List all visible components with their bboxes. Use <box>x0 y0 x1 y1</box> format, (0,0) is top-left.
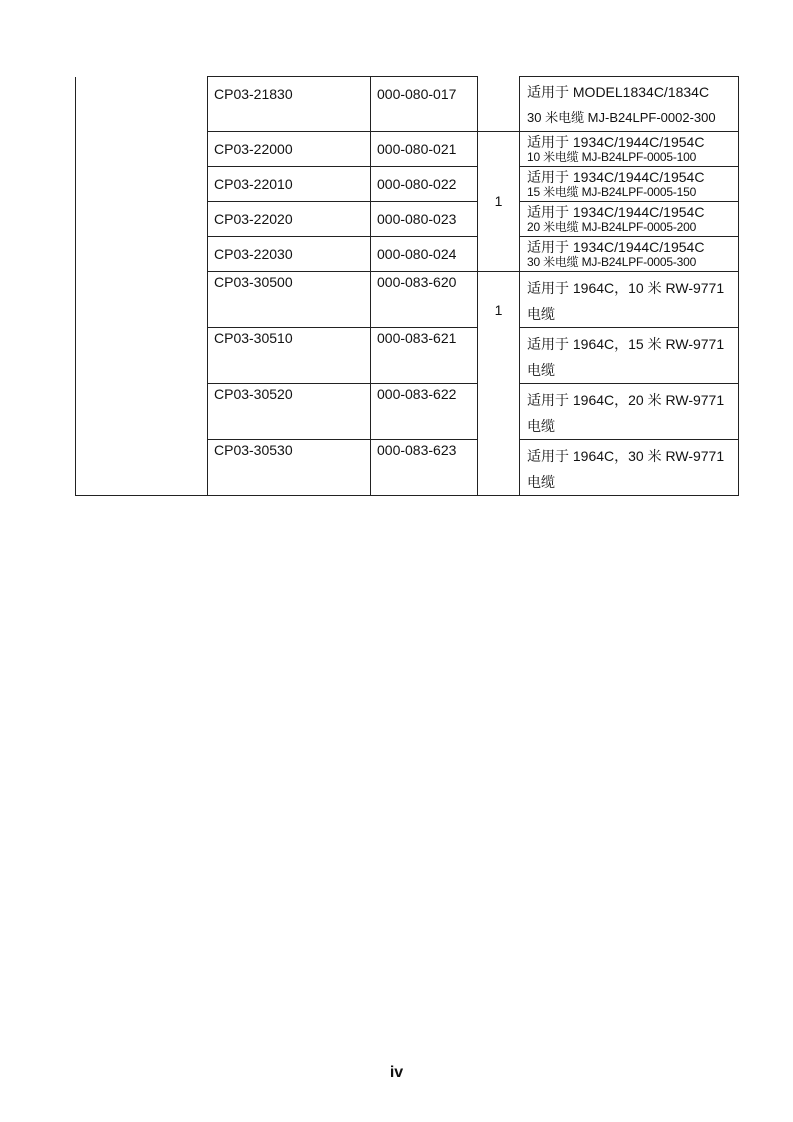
part-number-cell: 000-080-021 <box>371 132 478 167</box>
quantity-cell: 1 <box>478 132 520 272</box>
part-number-cell: 000-083-622 <box>371 384 478 440</box>
order-code-cell: CP03-30530 <box>208 440 371 496</box>
order-code-cell: CP03-21830 <box>208 77 371 132</box>
description-line-2: 电缆 <box>527 474 555 490</box>
parts-table <box>75 76 739 496</box>
description-cell <box>520 167 739 202</box>
order-code-cell: CP03-30520 <box>208 384 371 440</box>
order-code-cell: CP03-22000 <box>208 132 371 167</box>
order-code-cell: CP03-22030 <box>208 237 371 272</box>
description-line-2: 30 米电缆 MJ-B24LPF-0002-300 <box>527 110 716 125</box>
quantity-cell: 1 <box>478 272 520 496</box>
description-cell <box>520 272 739 328</box>
description-cell <box>520 132 739 167</box>
description-line-1: 适用于 1964C，10 米 RW-9771 <box>527 280 725 296</box>
page-number: iv <box>389 1064 404 1081</box>
description-cell <box>520 328 739 384</box>
quantity-cell <box>478 77 520 132</box>
blank-column-cell <box>76 77 208 496</box>
description-cell <box>520 237 739 272</box>
part-number-cell: 000-080-017 <box>371 77 478 132</box>
order-code-cell: CP03-22010 <box>208 167 371 202</box>
description-line-1: 适用于 1934C/1944C/1954C <box>527 134 705 150</box>
description-line-2: 20 米电缆 MJ-B24LPF-0005-200 <box>527 220 697 234</box>
description-cell <box>520 384 739 440</box>
description-line-2: 电缆 <box>527 418 555 434</box>
description-cell <box>520 77 739 132</box>
table-row <box>76 77 739 132</box>
part-number-cell: 000-083-623 <box>371 440 478 496</box>
part-number-cell: 000-083-621 <box>371 328 478 384</box>
order-code-cell: CP03-30510 <box>208 328 371 384</box>
part-number-cell: 000-080-023 <box>371 202 478 237</box>
description-line-1: 适用于 1964C，15 米 RW-9771 <box>527 336 725 352</box>
description-cell <box>520 440 739 496</box>
description-line-2: 电缆 <box>527 306 555 322</box>
description-line-1: 适用于 1934C/1944C/1954C <box>527 169 705 185</box>
part-number-cell: 000-080-022 <box>371 167 478 202</box>
part-number-cell: 000-080-024 <box>371 237 478 272</box>
order-code-cell: CP03-22020 <box>208 202 371 237</box>
description-line-1: 适用于 MODEL1834C/1834C <box>527 84 710 100</box>
description-line-1: 适用于 1964C，20 米 RW-9771 <box>527 392 725 408</box>
order-code-cell: CP03-30500 <box>208 272 371 328</box>
description-line-1: 适用于 1964C，30 米 RW-9771 <box>527 448 725 464</box>
description-line-2: 10 米电缆 MJ-B24LPF-0005-100 <box>527 150 697 164</box>
description-line-2: 15 米电缆 MJ-B24LPF-0005-150 <box>527 185 697 199</box>
description-line-2: 电缆 <box>527 362 555 378</box>
description-line-1: 适用于 1934C/1944C/1954C <box>527 239 705 255</box>
part-number-cell: 000-083-620 <box>371 272 478 328</box>
description-line-2: 30 米电缆 MJ-B24LPF-0005-300 <box>527 255 697 269</box>
description-cell <box>520 202 739 237</box>
description-line-1: 适用于 1934C/1944C/1954C <box>527 204 705 220</box>
